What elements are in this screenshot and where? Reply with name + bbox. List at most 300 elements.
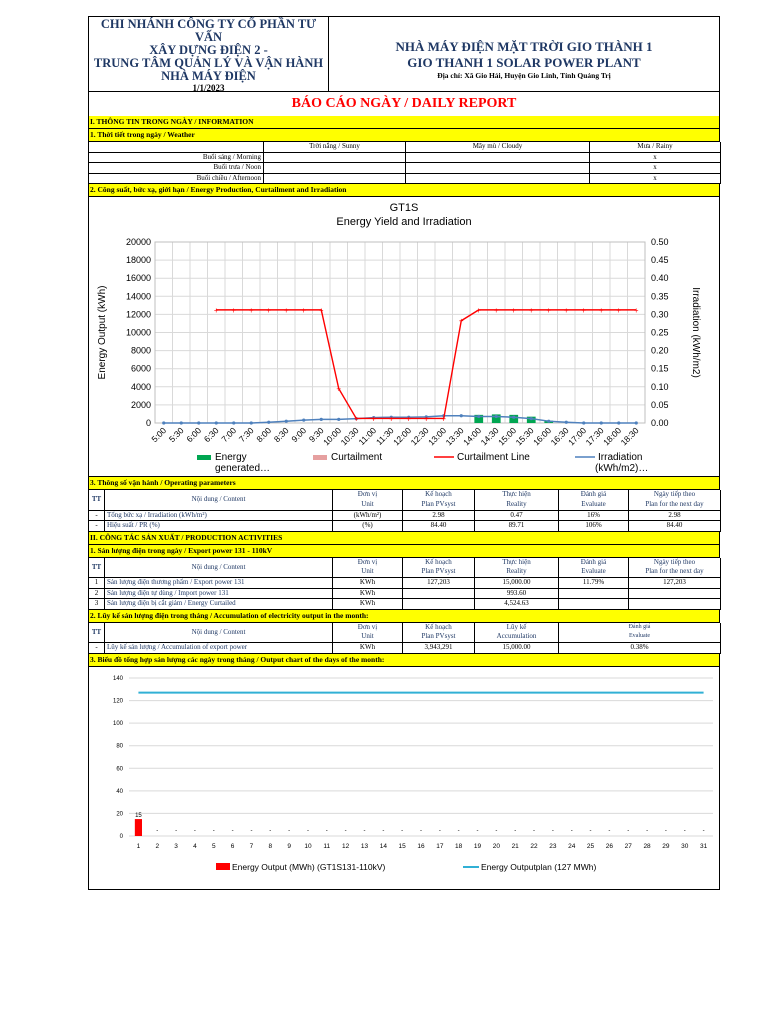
y-tick-label: 20 [116,810,123,817]
col-plan-vi: Kế hoạch [425,557,452,566]
irradiation-point [162,421,165,424]
section-monthly-accum: 2. Lũy kế sản lượng điện trong tháng / Accumulation of electricity output in the month: [88,610,720,623]
section-production-chart: 2. Công suất, bức xạ, giới hạn / Energy Production, Curtailment and Irradiation [88,184,720,197]
output-zero-label: - [288,827,291,834]
daily-report-sheet [88,16,720,890]
plant-address: Địa chỉ: Xã Gio Hải, Huyện Gio Linh, Tỉnh Quảng Trị [437,71,611,80]
y-tick-label: 0 [119,833,123,840]
curtailment-point: + [581,305,587,315]
col-plan-en: Plan PVsyst [421,632,456,641]
col-unit-vi: Đơn vị [357,557,378,566]
y2-tick-label: 0.25 [651,327,669,338]
y-axis-title: Energy Output (kWh) [97,285,108,380]
output-zero-label: - [401,827,404,834]
y-tick-label: 12000 [125,309,151,320]
y2-axis-title: Irradiation (kWh/m2) [690,287,701,378]
weather-cell [264,173,406,184]
report-header [88,16,720,92]
x-tick-label: 15:00 [496,425,519,448]
x-tick-label: 21 [511,842,519,850]
output-zero-label: - [175,827,178,834]
x-tick-label: 28 [643,842,651,850]
y-tick-label: 4000 [130,381,151,392]
cell-unit: KWh [333,599,403,610]
curtailment-point: + [476,305,482,315]
monthly-output-svg [89,667,719,889]
curtailment-point: + [318,305,324,315]
weather-cell [264,152,406,163]
y-tick-label: 10000 [125,327,151,338]
cell-plan: 84.40 [403,521,475,532]
cell-content: Hiệu suất / PR (%) [105,521,333,532]
cell-reality: 15,000.00 [475,578,559,589]
x-tick-label: 5 [211,842,216,850]
curtailment-point: + [371,414,377,424]
energy-irradiation-chart [88,197,720,477]
x-tick-label: 9 [287,842,291,850]
x-tick-label: 14:30 [478,425,501,448]
x-tick-label: 14 [379,842,387,850]
report-date: 1/1/2023 [192,83,225,93]
y-tick-label: 140 [112,675,123,682]
col-tt: TT [89,558,105,578]
col-unit-en: Unit [361,499,374,508]
weather-table [88,142,721,184]
cell-content: Sản lượng điện bị cắt giảm / Energy Curtailed [105,599,333,610]
y2-tick-label: 0.10 [651,381,669,392]
y2-tick-label: 0.40 [651,273,669,284]
col-eval-en: Evaluate [581,499,606,508]
irradiation-point [547,420,550,423]
output-zero-label: - [495,827,498,834]
output-zero-label: - [533,827,536,834]
x-tick-label: 2 [155,842,160,850]
col-plan-vi: Kế hoạch [425,622,452,631]
cell-next: 2.98 [629,510,721,521]
curtailment-point: + [353,414,359,424]
irradiation-point [197,421,200,424]
col-unit-vi: Đơn vị [357,490,378,499]
section-daily-output: 1. Sản lượng điện trong ngày / Export power 131 - 110kV [88,545,720,558]
weather-col-rainy: Mưa / Rainy [590,142,721,152]
x-tick-label: 14:00 [461,425,484,448]
cell-tt: - [89,521,105,532]
irradiation-point [285,420,288,423]
output-zero-label: - [420,827,422,834]
cell-unit: KWh [333,578,403,589]
y-tick-label: 8000 [130,345,151,356]
output-zero-label: - [363,827,366,834]
curtailment-point: + [406,414,412,424]
curtailment-point: + [511,305,517,315]
section-operating: 3. Thông số vận hành / Operating parameters [88,477,720,490]
section-activities: II. CÔNG TÁC SẢN XUẤT / PRODUCTION ACTIVITIES [88,532,720,545]
irradiation-point [582,421,585,424]
output-zero-label: - [608,827,611,834]
col-plan-en: Plan PVsyst [421,499,456,508]
curtailment-point: + [598,305,604,315]
weather-row [89,163,721,174]
weather-row-label: Buổi trưa / Noon [89,163,264,174]
col-plan [403,623,475,643]
col-eval-en: Evaluate [581,567,606,576]
irradiation-point [215,421,218,424]
chart-subtitle: Energy Yield and Irradiation [336,216,472,228]
plant-name-vi: NHÀ MÁY ĐIỆN MẶT TRỜI GIO THÀNH 1 [395,39,653,54]
col-unit [333,623,403,643]
plant-name-en: GIO THANH 1 SOLAR POWER PLANT [407,55,641,70]
x-tick-label: 6:00 [184,425,204,445]
x-tick-label: 18:30 [618,425,641,448]
x-tick-label: 20 [492,842,500,850]
weather-row [89,173,721,184]
col-plan [403,490,475,510]
energy-irradiation-svg [89,197,719,476]
output-zero-label: - [702,827,705,834]
x-tick-label: 12:00 [391,425,414,448]
accum-header-row [89,623,721,643]
output-zero-label: - [306,827,309,834]
x-tick-label: 23 [549,842,557,850]
output-zero-label: - [438,827,441,834]
output-zero-label: - [514,827,517,834]
cell-evaluate: 106% [559,521,629,532]
x-tick-label: 10:00 [321,425,344,448]
curtailment-point: + [266,305,272,315]
col-evaluate [559,558,629,578]
x-tick-label: 11:00 [356,425,379,448]
cell-unit: KWh [333,643,403,654]
cell-evaluate: 16% [559,510,629,521]
x-tick-label: 4 [193,842,197,850]
org-line-3: TRUNG TÂM QUẢN LÝ VÀ VẬN HÀNH [93,56,324,70]
x-tick-label: 17:00 [566,425,589,448]
output-zero-label: - [589,827,592,834]
col-unit-vi: Đơn vị [357,622,378,631]
col-plan-en: Plan PVsyst [421,567,456,576]
col-unit [333,558,403,578]
x-tick-label: 3 [174,842,178,850]
x-tick-label: 31 [699,842,708,850]
y-tick-label: 18000 [125,255,151,266]
col-reality-vi: Thực hiện [502,490,531,499]
output-bar [135,819,142,836]
curtailment-point: + [458,316,464,326]
output-row [89,588,721,599]
irradiation-point [617,421,620,424]
org-line-4: NHÀ MÁY ĐIỆN [161,69,256,83]
x-tick-label: 29 [662,842,670,850]
curtailment-point: + [336,384,342,394]
cell-content: Sản lượng điện thương phẩm / Export power 131 [105,578,333,589]
x-tick-label: 16 [417,842,425,850]
cell-next: 84.40 [629,521,721,532]
weather-cell [406,173,590,184]
section-info: I. THÔNG TIN TRONG NGÀY / INFORMATION [88,116,720,129]
output-zero-label: - [683,827,686,834]
curtailment-line [216,310,636,419]
y-tick-label: 20000 [125,237,151,247]
x-tick-label: 1 [136,842,141,850]
irradiation-point [635,421,638,424]
col-tt: TT [89,623,105,643]
col-accum [475,623,559,643]
cell-plan: 2.98 [403,510,475,521]
output-zero-label: - [664,827,667,834]
output-row [89,599,721,610]
curtailment-point: + [633,305,639,315]
weather-row-label: Buổi chiều / Afternoon [89,173,264,184]
legend-output: Energy Output (MWh) (GT1S131-110kV) [232,861,386,872]
output-zero-label: - [627,827,630,834]
col-content: Nội dung / Content [105,558,333,578]
operating-row [89,521,721,532]
cell-tt: 2 [89,588,105,599]
irradiation-point [477,415,480,418]
col-reality [475,558,559,578]
x-tick-label: 16:00 [531,425,554,448]
report-title: BÁO CÁO NGÀY / DAILY REPORT [88,92,720,116]
output-zero-label: - [344,827,347,834]
output-zero-label: - [193,827,196,834]
y-tick-label: 80 [116,743,123,750]
accumulation-table [88,623,721,654]
curtailment-point: + [493,305,499,315]
cell-evaluate: 11.79% [559,578,629,589]
irradiation-point [600,421,603,424]
cell-plan [403,588,475,599]
irradiation-point [495,415,498,418]
cell-tt: 1 [89,578,105,589]
x-tick-label: 16:30 [548,425,571,448]
col-next [629,490,721,510]
x-tick-label: 5:30 [166,425,186,445]
x-tick-label: 22 [530,842,538,850]
cell-next [629,599,721,610]
irradiation-point [267,421,270,424]
cell-plan [403,599,475,610]
curtailment-point: + [563,305,569,315]
cell-accum: 15,000.00 [475,643,559,654]
x-tick-label: 27 [624,842,632,850]
y2-tick-label: 0.15 [651,363,669,374]
output-header-row [89,558,721,578]
y-tick-label: 60 [116,765,123,772]
output-zero-label: - [269,827,272,834]
curtailment-point: + [423,414,429,424]
x-tick-label: 9:30 [306,425,326,445]
col-content: Nội dung / Content [105,490,333,510]
x-tick-label: 18:00 [601,425,624,448]
y2-tick-label: 0.30 [651,309,669,320]
col-evaluate [559,623,721,643]
x-tick-label: 7 [249,842,254,850]
x-tick-label: 15 [398,842,406,850]
y-tick-label: 40 [116,788,123,795]
col-eval-vi: Đánh giá [580,557,607,566]
x-tick-label: 13:00 [426,425,449,448]
weather-cell [406,152,590,163]
col-reality [475,490,559,510]
output-zero-label: - [212,827,215,834]
col-eval-en: Evaluate [629,633,650,640]
legend-plan: Energy Outputplan (127 MWh) [481,861,597,872]
x-tick-label: 11:30 [373,425,396,448]
weather-cell: x [590,173,721,184]
x-tick-label: 8 [268,842,273,850]
col-content: Nội dung / Content [105,623,333,643]
col-reality-vi: Thực hiện [502,557,531,566]
irradiation-point [302,419,305,422]
legend-energy-2: generated… [215,463,271,474]
operating-header-row [89,490,721,510]
cell-evaluate [559,599,629,610]
cell-unit: KWh [333,588,403,599]
x-tick-label: 12:30 [408,425,431,448]
weather-row [89,152,721,163]
curtailment-point: + [546,305,552,315]
legend-swatch-energy [197,455,211,460]
weather-cell [264,163,406,174]
output-zero-label: - [382,827,385,834]
x-tick-label: 6 [230,842,235,850]
x-tick-label: 17 [436,842,444,850]
legend-swatch-curtailment [313,455,327,460]
irradiation-point [320,418,323,421]
chart-title: GT1S [389,202,419,214]
x-tick-label: 7:30 [236,425,256,445]
x-tick-label: 26 [605,842,614,850]
col-next-en: Plan for the next day [645,567,704,576]
irradiation-point [460,414,463,417]
irradiation-point [337,418,340,421]
legend-curtail-line: Curtailment Line [457,452,530,463]
section-monthly-chart: 3. Biểu đồ tổng hợp sản lượng các ngày trong tháng / Output chart of the days of the month: [88,654,720,667]
cell-plan: 3,943,291 [403,643,475,654]
legend-energy: Energy [215,452,247,463]
x-tick-label: 30 [681,842,689,850]
cell-unit: (%) [333,521,403,532]
irradiation-point [250,421,253,424]
col-next-en: Plan for the next day [645,499,704,508]
accum-row [89,643,721,654]
x-tick-label: 15:30 [513,425,536,448]
curtailment-point: + [283,305,289,315]
y2-tick-label: 0.35 [651,291,669,302]
col-eval-vi: Đánh giá [580,490,607,499]
col-evaluate [559,490,629,510]
curtailment-point: + [213,305,219,315]
x-tick-label: 25 [586,842,595,850]
x-tick-label: 10:30 [338,425,361,448]
cell-unit: (kWh/m²) [333,510,403,521]
weather-col-cloudy: Mây mù / Cloudy [406,142,590,152]
curtailment-point: + [388,414,394,424]
y-tick-label: 0 [145,418,151,428]
cell-reality: 0.47 [475,510,559,521]
cell-evaluate: 0.38% [559,643,721,654]
output-row [89,578,721,589]
curtailment-point: + [441,414,447,424]
output-zero-label: - [476,827,479,834]
y-tick-label: 16000 [125,273,151,284]
y-tick-label: 14000 [125,291,151,302]
y-tick-label: 2000 [130,399,151,410]
col-accum-en: Accumulation [496,632,537,641]
cell-next: 127,203 [629,578,721,589]
weather-cell: x [590,152,721,163]
x-tick-label: 19 [473,842,482,850]
weather-row-label: Buổi sáng / Morning [89,152,264,163]
irradiation-point [530,417,533,420]
x-tick-label: 5:00 [149,425,169,445]
irradiation-point [512,416,515,419]
col-next-vi: Ngày tiếp theo [653,490,696,499]
col-reality-en: Reality [506,567,527,576]
x-tick-label: 6:30 [201,425,221,445]
output-zero-label: - [325,827,328,834]
operating-row [89,510,721,521]
output-data-label: 15 [135,812,142,819]
x-tick-label: 12 [342,842,350,850]
output-table [88,558,721,610]
cell-content: Lũy kế sản lượng / Accumulation of export power [105,643,333,654]
col-tt: TT [89,490,105,510]
output-zero-label: - [646,827,649,834]
operating-table [88,490,721,532]
curtailment-point: + [231,305,237,315]
legend-curtailment: Curtailment [331,452,383,463]
col-next [629,558,721,578]
plant-block [329,17,719,91]
cell-reality: 4,524.63 [475,599,559,610]
legend-swatch-output [216,863,230,870]
y2-tick-label: 0.45 [651,255,669,266]
output-zero-label: - [156,827,159,834]
x-tick-label: 9:00 [289,425,309,445]
legend-irradiation: Irradiation [598,452,643,463]
col-eval-vi: Đánh giá [628,623,651,630]
x-tick-label: 13 [360,842,369,850]
org-line-2: XÂY DỰNG ĐIỆN 2 - [149,43,268,57]
weather-col-sunny: Trời nắng / Sunny [264,142,406,152]
cell-next [629,588,721,599]
x-tick-label: 17:30 [583,425,606,448]
section-weather: 1. Thời tiết trong ngày / Weather [88,129,720,142]
x-tick-label: 13:30 [443,425,466,448]
org-line-1: CHI NHÁNH CÔNG TY CỔ PHẦN TƯ VẤN [100,17,317,44]
curtailment-point: + [616,305,622,315]
cell-content: Sản lượng điện tự dùng / Import power 131 [105,588,333,599]
irradiation-point [565,421,568,424]
y2-tick-label: 0.05 [651,399,669,410]
y2-tick-label: 0.50 [651,237,669,247]
x-tick-label: 8:00 [254,425,274,445]
cell-tt: - [89,510,105,521]
output-zero-label: - [570,827,573,834]
legend-irradiation-2: (kWh/m2)… [595,463,649,474]
cell-reality: 993.60 [475,588,559,599]
x-tick-label: 7:00 [219,425,239,445]
x-tick-label: 11 [323,842,331,850]
monthly-output-chart [88,667,720,890]
curtailment-point: + [301,305,307,315]
x-tick-label: 24 [568,842,576,850]
col-unit [333,490,403,510]
cell-reality: 89.71 [475,521,559,532]
cell-tt: 3 [89,599,105,610]
y-tick-label: 6000 [130,363,151,374]
